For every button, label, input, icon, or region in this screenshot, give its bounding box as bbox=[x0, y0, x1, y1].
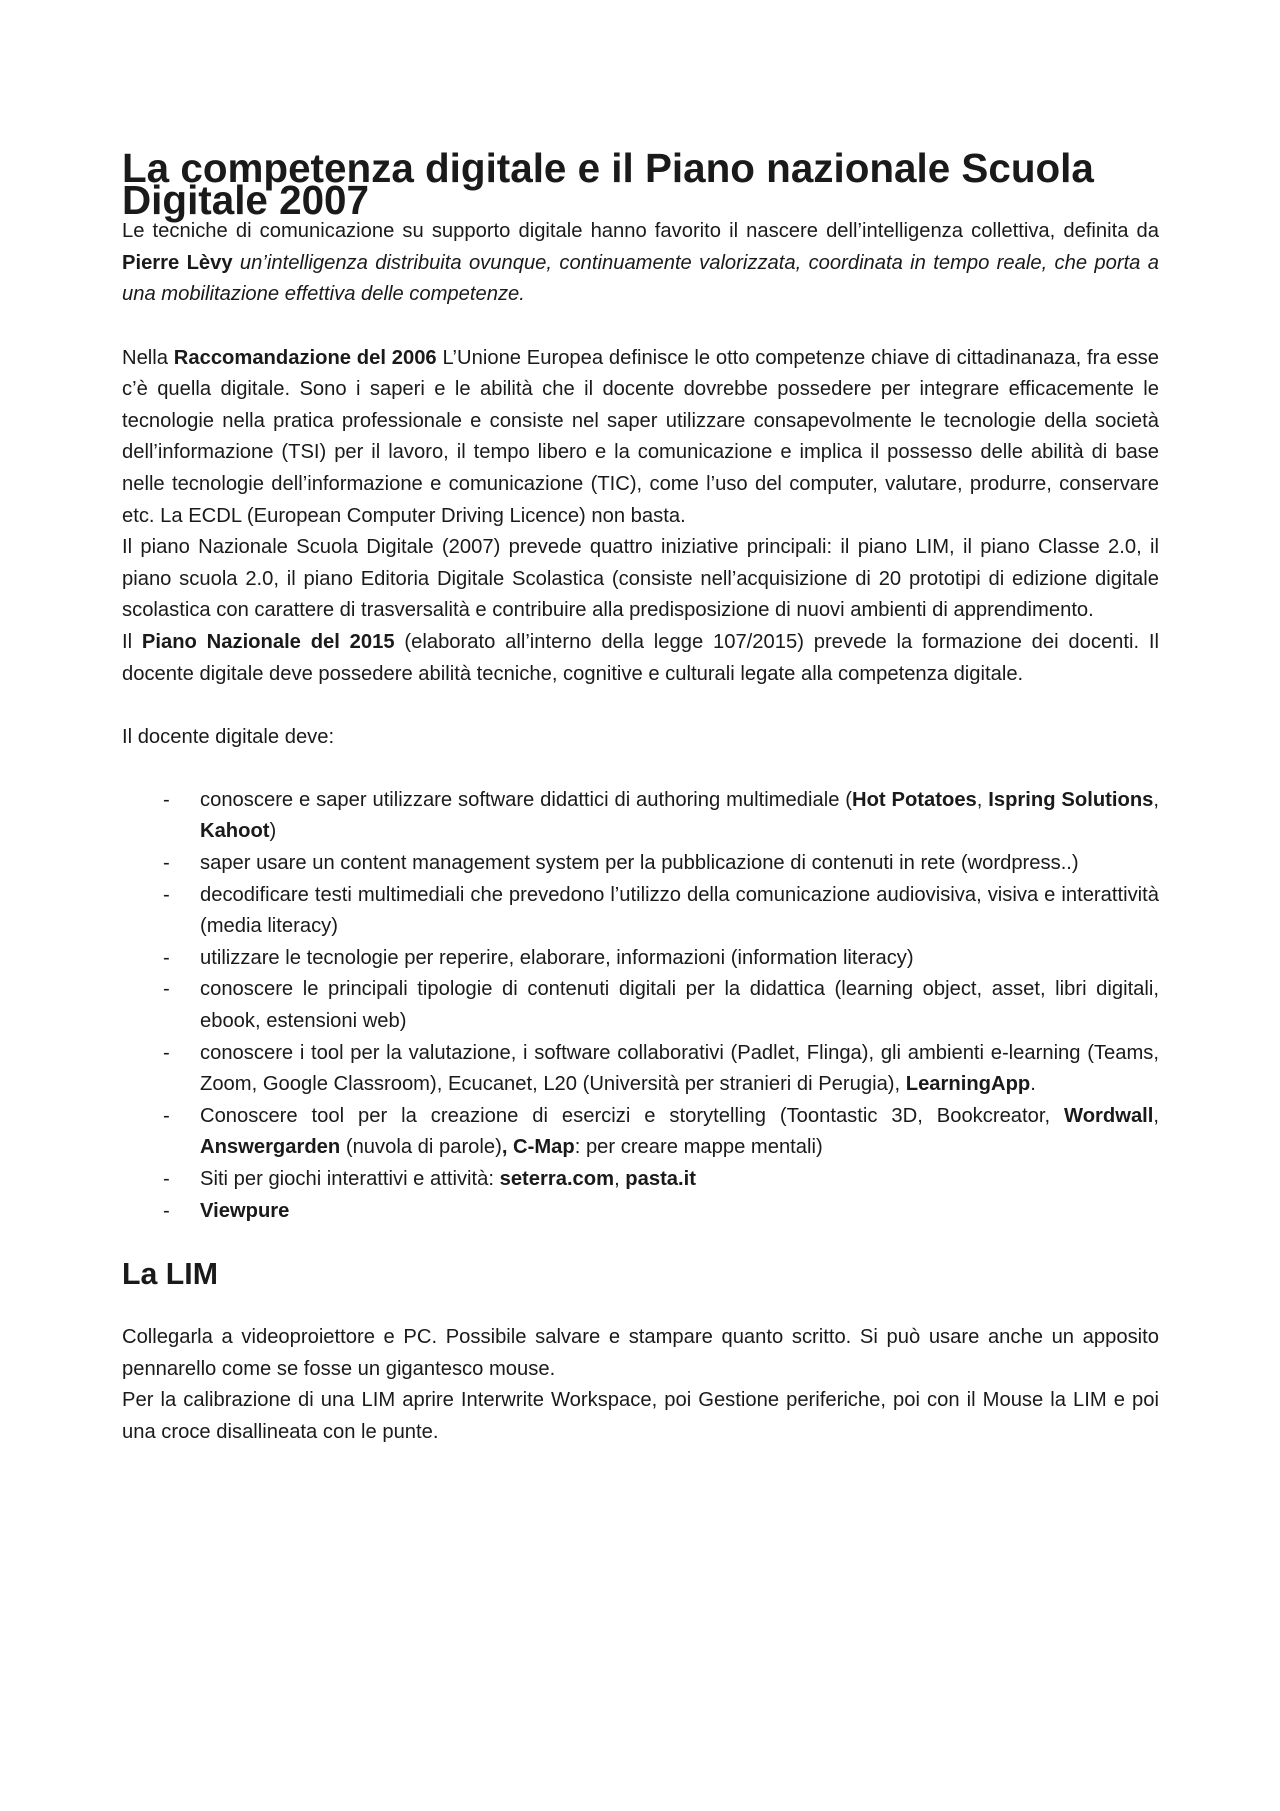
bold-term: Ispring Solutions bbox=[988, 788, 1154, 811]
paragraph-lim-calibration: Per la calibrazione di una LIM aprire Interwrite Workspace, poi Gestione periferiche, poi con il Mouse la LIM e poi una croce disallineata con le punte. bbox=[122, 1389, 1159, 1443]
paragraph-text: Il piano Nazionale Scuola Digitale (2007) prevede quattro iniziative principali: il piano LIM, il piano Classe 2.0, il piano scuola 2.0, il piano Editoria Digitale Scolastica (consiste nell’acquisizione di 20 prototipi di edizione digitale scolastica con carattere di trasversalità e contribuire alla predisposizione di nuovi ambienti di apprendimento. bbox=[122, 536, 1159, 622]
bold-term: Wordwall bbox=[1064, 1104, 1154, 1127]
dash-bullet-icon: - bbox=[163, 1199, 170, 1222]
item-text: . bbox=[1030, 1073, 1036, 1096]
item-text: , bbox=[1153, 1104, 1159, 1127]
dash-bullet-icon: - bbox=[163, 1168, 170, 1190]
item-text: : per creare mappe mentali) bbox=[574, 1136, 823, 1159]
paragraph-text: L’Unione Europea definisce le otto competenze chiave di cittadinanaza, fra esse c’è quella digitale. Sono i saperi e le abilità che il docente dovrebbe possedere per integrare efficacemente le tecnologie nella pratica professionale e consiste nel saper utilizzare consapevolmente le tecnologie della società dell’informazione (TSI) per il lavoro, il tempo libero e la comunicazione e implica il possesso delle abilità di base nelle tecnologie dell’informazione e comunicazione (TIC), come l’uso del computer, valutare, produrre, conservare etc. La ECDL (European Computer Driving Licence) non basta. bbox=[122, 346, 1159, 527]
list-item bbox=[122, 848, 1159, 880]
list-item bbox=[122, 1038, 1159, 1101]
bold-term: , C-Map bbox=[501, 1136, 575, 1159]
bold-term: Raccomandazione del 2006 bbox=[173, 346, 437, 369]
spacer bbox=[122, 1227, 1159, 1259]
dash-bullet-icon: - bbox=[163, 946, 170, 969]
item-text: ) bbox=[269, 820, 277, 843]
bold-term: Kahoot bbox=[200, 820, 270, 843]
list-item bbox=[122, 1164, 1159, 1196]
item-text: , bbox=[976, 788, 989, 811]
dash-bullet-icon: - bbox=[163, 978, 170, 1001]
bold-term: LearningApp bbox=[905, 1073, 1031, 1096]
item-text: saper usare un content management system per la pubblicazione di contenuti in rete (wordpress..) bbox=[200, 852, 1079, 875]
dash-bullet-icon: - bbox=[163, 788, 170, 811]
document-title: La competenza digitale e il Piano nazionale Scuola Digitale 2007 bbox=[122, 145, 1094, 223]
list-item bbox=[122, 880, 1159, 943]
bold-term: seterra.com bbox=[499, 1168, 615, 1190]
item-text: Conoscere tool per la creazione di esercizi e storytelling (Toontastic 3D, Bookcreator, bbox=[200, 1104, 1065, 1127]
list-item bbox=[122, 1101, 1159, 1164]
bold-term: Viewpure bbox=[200, 1199, 290, 1222]
paragraph-recommendation-2006 bbox=[122, 343, 1159, 533]
bold-term: pasta.it bbox=[625, 1168, 696, 1190]
dash-bullet-icon: - bbox=[163, 1104, 170, 1127]
item-text: , bbox=[614, 1168, 626, 1190]
bold-term: Piano Nazionale del 2015 bbox=[141, 630, 395, 653]
item-text: conoscere i tool per la valutazione, i software collaborativi (Padlet, Flinga), gli ambienti e-learning (Teams, Zoom, Google Classroom), Ecucanet, L20 (Università per stranieri di Perugia), bbox=[200, 1041, 1159, 1096]
item-text: decodificare testi multimediali che prevedono l’utilizzo della comunicazione audiovisiva, visiva e interattività (media literacy) bbox=[200, 883, 1159, 938]
list-item bbox=[122, 974, 1159, 1037]
dash-bullet-icon: - bbox=[163, 1041, 170, 1064]
item-text: utilizzare le tecnologie per reperire, elaborare, informazioni (information literacy) bbox=[200, 946, 914, 969]
skills-list bbox=[122, 785, 1159, 1227]
paragraph-text: Nella bbox=[122, 346, 174, 369]
spacer bbox=[122, 311, 1159, 343]
dash-bullet-icon: - bbox=[163, 852, 170, 875]
paragraph-text: Il bbox=[122, 630, 142, 653]
list-item bbox=[122, 785, 1159, 848]
quote-italic: un’intelligenza distribuita ovunque, continuamente valorizzata, coordinata in tempo reale, che porta a una mobilitazione effettiva delle competenze. bbox=[122, 251, 1159, 306]
spacer bbox=[122, 1290, 1159, 1322]
list-item bbox=[122, 943, 1159, 975]
bold-term: Hot Potatoes bbox=[852, 788, 977, 811]
paragraph-collective-intelligence bbox=[122, 216, 1159, 311]
paragraph-piano-2015 bbox=[122, 627, 1159, 690]
document-page bbox=[122, 145, 1160, 1448]
list-intro: Il docente digitale deve: bbox=[122, 725, 335, 748]
author-name: Pierre Lèvy bbox=[122, 251, 233, 274]
item-text: , bbox=[1153, 788, 1159, 811]
item-text: (nuvola di parole) bbox=[340, 1136, 502, 1159]
bold-term: Answergarden bbox=[200, 1136, 341, 1159]
item-text: conoscere e saper utilizzare software didattici di authoring multimediale ( bbox=[200, 788, 853, 811]
list-item bbox=[122, 1196, 1159, 1228]
item-text: conoscere le principali tipologie di contenuti digitali per la didattica (learning object, asset, libri digitali, ebook, estensioni web) bbox=[200, 978, 1159, 1033]
paragraph-text: Le tecniche di comunicazione su supporto digitale hanno favorito il nascere dell’intelligenza collettiva, definita da bbox=[122, 220, 1159, 243]
section-title-lim: La LIM bbox=[122, 1257, 218, 1291]
paragraph-lim-connection: Collegarla a videoproiettore e PC. Possibile salvare e stampare quanto scritto. Si può usare anche un apposito pennarello come se fosse un gigantesco mouse. bbox=[122, 1325, 1159, 1380]
dash-bullet-icon: - bbox=[163, 883, 170, 906]
paragraph-piano-2007 bbox=[122, 532, 1159, 627]
spacer bbox=[122, 690, 1159, 722]
item-text: Siti per giochi interattivi e attività: bbox=[200, 1168, 500, 1190]
spacer bbox=[122, 753, 1159, 785]
paragraph-text: (elaborato all’interno della legge 107/2015) prevede la formazione dei docenti. Il docente digitale deve possedere abilità tecniche, cognitive e culturali legate alla competenza digitale. bbox=[122, 630, 1160, 685]
